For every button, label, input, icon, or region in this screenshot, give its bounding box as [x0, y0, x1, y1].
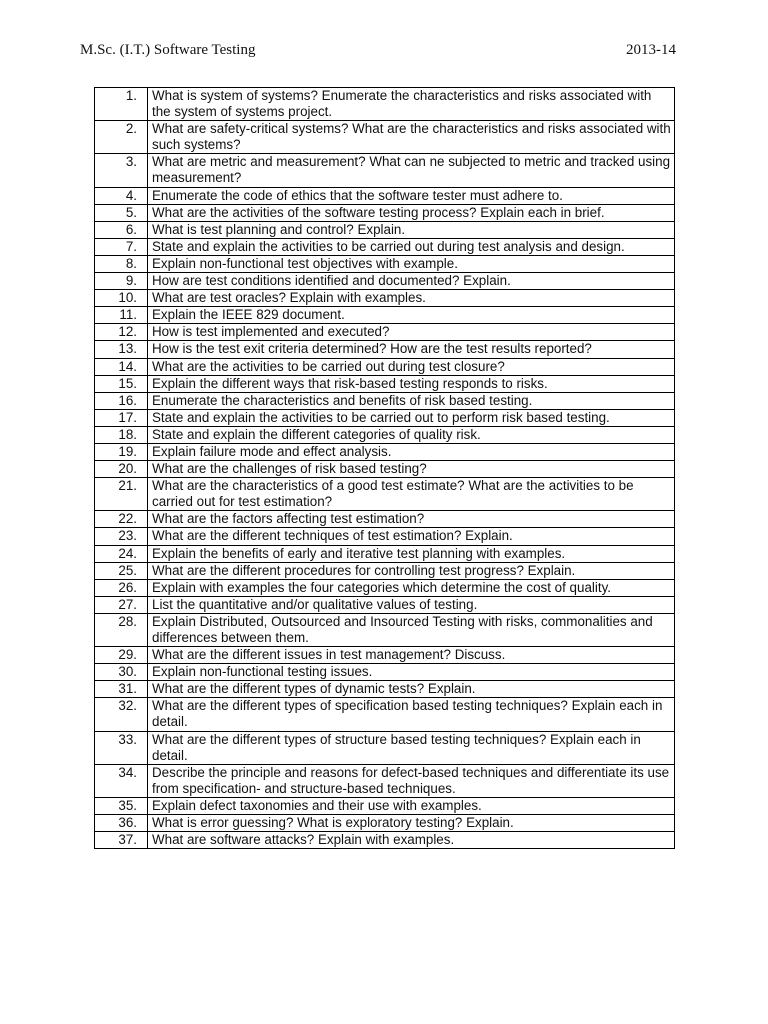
question-text: Explain defect taxonomies and their use with examples. — [148, 797, 675, 814]
table-row — [95, 358, 675, 375]
question-number: 33. — [95, 731, 148, 764]
question-text: What are the different types of structure based testing techniques? Explain each in detail. — [148, 731, 675, 764]
question-text: What are the activities of the software testing process? Explain each in brief. — [148, 204, 675, 221]
question-text: State and explain the different categories of quality risk. — [148, 426, 675, 443]
question-number: 14. — [95, 358, 148, 375]
table-row — [95, 731, 675, 764]
table-row — [95, 255, 675, 272]
question-number: 5. — [95, 204, 148, 221]
question-number: 37. — [95, 832, 148, 849]
question-text: How are test conditions identified and documented? Explain. — [148, 273, 675, 290]
question-text: Explain failure mode and effect analysis. — [148, 443, 675, 460]
table-row — [95, 392, 675, 409]
table-row — [95, 596, 675, 613]
table-row — [95, 545, 675, 562]
table-row — [95, 832, 675, 849]
table-row — [95, 88, 675, 121]
table-row — [95, 238, 675, 255]
question-number: 27. — [95, 596, 148, 613]
question-text: Explain with examples the four categories which determine the cost of quality. — [148, 579, 675, 596]
question-text: How is the test exit criteria determined? How are the test results reported? — [148, 341, 675, 358]
question-text: Explain the benefits of early and iterative test planning with examples. — [148, 545, 675, 562]
question-text: What are the different types of dynamic tests? Explain. — [148, 681, 675, 698]
document-title: M.Sc. (I.T.) Software Testing — [80, 42, 256, 58]
page-header — [80, 42, 676, 59]
question-number: 24. — [95, 545, 148, 562]
question-text: Explain Distributed, Outsourced and Insourced Testing with risks, commonalities and differences between them. — [148, 613, 675, 646]
question-number: 29. — [95, 647, 148, 664]
table-row — [95, 341, 675, 358]
question-number: 30. — [95, 664, 148, 681]
table-row — [95, 273, 675, 290]
question-text: How is test implemented and executed? — [148, 324, 675, 341]
question-text: What are the characteristics of a good test estimate? What are the activities to be carried out for test estimation? — [148, 478, 675, 511]
question-text: What are software attacks? Explain with examples. — [148, 832, 675, 849]
question-text: State and explain the activities to be carried out to perform risk based testing. — [148, 409, 675, 426]
question-number: 25. — [95, 562, 148, 579]
question-number: 13. — [95, 341, 148, 358]
question-text: What is system of systems? Enumerate the characteristics and risks associated with the system of systems project. — [148, 88, 675, 121]
question-text: Explain the IEEE 829 document. — [148, 307, 675, 324]
table-row — [95, 681, 675, 698]
table-row — [95, 797, 675, 814]
question-text: What is error guessing? What is exploratory testing? Explain. — [148, 815, 675, 832]
question-text: Explain the different ways that risk-based testing responds to risks. — [148, 375, 675, 392]
question-number: 34. — [95, 764, 148, 797]
question-number: 4. — [95, 187, 148, 204]
table-row — [95, 375, 675, 392]
table-row — [95, 562, 675, 579]
question-text: What are the different issues in test management? Discuss. — [148, 647, 675, 664]
question-number: 28. — [95, 613, 148, 646]
table-row — [95, 154, 675, 187]
question-text: What are the factors affecting test estimation? — [148, 511, 675, 528]
question-table — [94, 87, 675, 849]
academic-year: 2013-14 — [626, 42, 676, 58]
question-number: 16. — [95, 392, 148, 409]
question-number: 32. — [95, 698, 148, 731]
question-number: 1. — [95, 88, 148, 121]
table-row — [95, 461, 675, 478]
question-number: 12. — [95, 324, 148, 341]
question-text: What is test planning and control? Explain. — [148, 221, 675, 238]
table-row — [95, 528, 675, 545]
table-row — [95, 647, 675, 664]
question-number: 31. — [95, 681, 148, 698]
table-row — [95, 613, 675, 646]
question-number: 2. — [95, 121, 148, 154]
question-number: 26. — [95, 579, 148, 596]
question-number: 9. — [95, 273, 148, 290]
question-text: Explain non-functional test objectives with example. — [148, 255, 675, 272]
table-row — [95, 664, 675, 681]
table-row — [95, 426, 675, 443]
table-row — [95, 698, 675, 731]
question-text: What are the different techniques of test estimation? Explain. — [148, 528, 675, 545]
question-text: Enumerate the characteristics and benefits of risk based testing. — [148, 392, 675, 409]
table-row — [95, 409, 675, 426]
question-number: 10. — [95, 290, 148, 307]
question-text: What are the different procedures for controlling test progress? Explain. — [148, 562, 675, 579]
question-text: What are test oracles? Explain with examples. — [148, 290, 675, 307]
question-text: Describe the principle and reasons for defect-based techniques and differentiate its use from specification- and structure-based techniques. — [148, 764, 675, 797]
question-number: 18. — [95, 426, 148, 443]
question-text: Explain non-functional testing issues. — [148, 664, 675, 681]
question-text: State and explain the activities to be carried out during test analysis and design. — [148, 238, 675, 255]
table-row — [95, 307, 675, 324]
question-number: 8. — [95, 255, 148, 272]
question-text: What are safety-critical systems? What are the characteristics and risks associated with such systems? — [148, 121, 675, 154]
table-row — [95, 187, 675, 204]
question-text: Enumerate the code of ethics that the software tester must adhere to. — [148, 187, 675, 204]
question-number: 6. — [95, 221, 148, 238]
question-number: 23. — [95, 528, 148, 545]
table-row — [95, 764, 675, 797]
table-row — [95, 443, 675, 460]
question-table-body — [95, 88, 675, 849]
table-row — [95, 579, 675, 596]
question-number: 36. — [95, 815, 148, 832]
question-number: 15. — [95, 375, 148, 392]
question-text: What are the activities to be carried out during test closure? — [148, 358, 675, 375]
question-number: 21. — [95, 478, 148, 511]
question-number: 3. — [95, 154, 148, 187]
question-number: 20. — [95, 461, 148, 478]
question-text: What are metric and measurement? What can ne subjected to metric and tracked using measurement? — [148, 154, 675, 187]
table-row — [95, 511, 675, 528]
question-text: What are the challenges of risk based testing? — [148, 461, 675, 478]
question-number: 11. — [95, 307, 148, 324]
question-number: 22. — [95, 511, 148, 528]
question-number: 7. — [95, 238, 148, 255]
table-row — [95, 324, 675, 341]
table-row — [95, 121, 675, 154]
question-number: 19. — [95, 443, 148, 460]
question-text: List the quantitative and/or qualitative values of testing. — [148, 596, 675, 613]
question-number: 35. — [95, 797, 148, 814]
question-text: What are the different types of specification based testing techniques? Explain each in detail. — [148, 698, 675, 731]
table-row — [95, 204, 675, 221]
table-row — [95, 815, 675, 832]
table-row — [95, 221, 675, 238]
table-row — [95, 290, 675, 307]
question-number: 17. — [95, 409, 148, 426]
table-row — [95, 478, 675, 511]
